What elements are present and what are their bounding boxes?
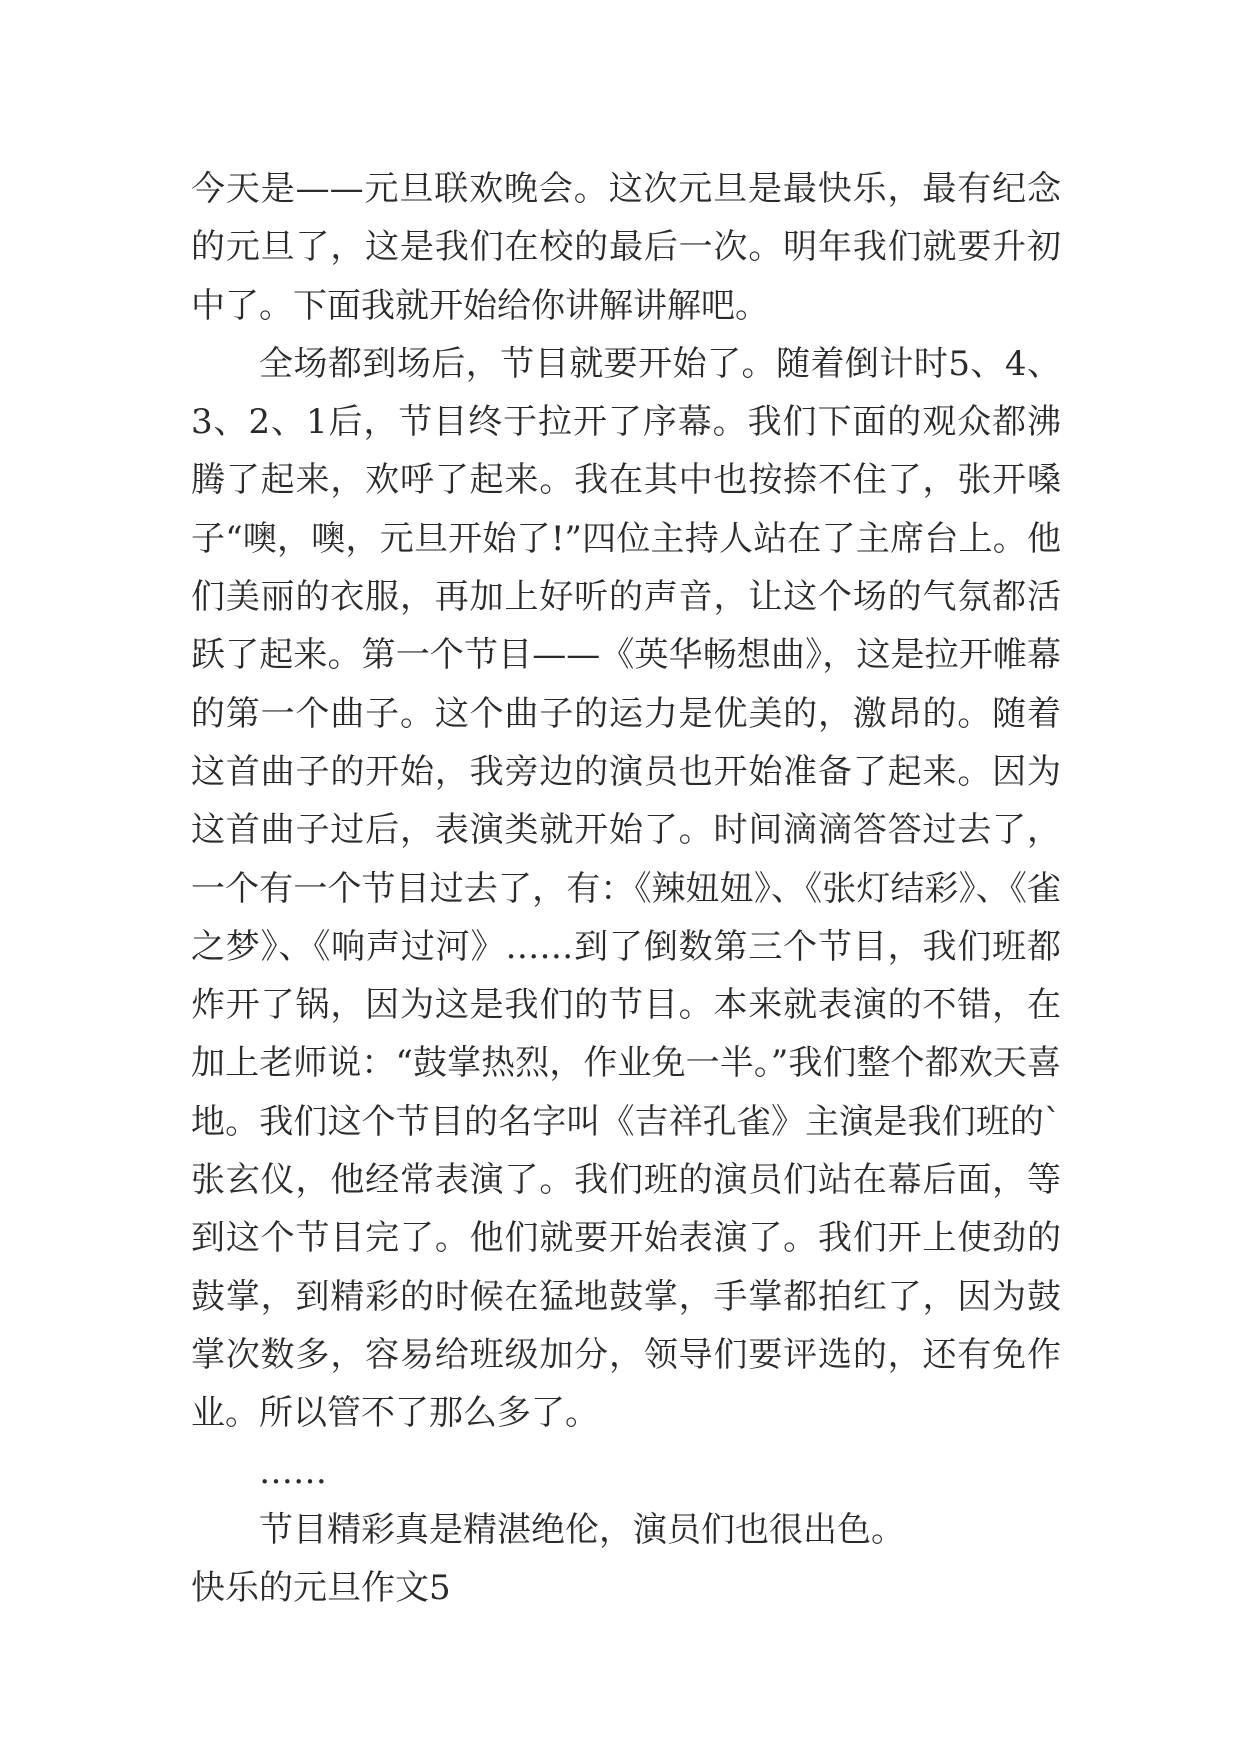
essay-body — [191, 160, 1061, 1617]
paragraph-main: 全场都到场后，节目就要开始了。随着倒计时5、4、3、2、1后，节目终于拉开了序幕。我们下面的观众都沸腾了起来，欢呼了起来。我在其中也按捺不住了，张开嗓子“噢，噢，元旦开始了!”四位主持人站在了主席台上。他们美丽的衣服，再加上好听的声音，让这个场的气氛都活跃了起来。第一个节目——《英华畅想曲》，这是拉开帷幕的第一个曲子。这个曲子的运力是优美的，激昂的。随着这首曲子的开始，我旁边的演员也开始准备了起来。因为这首曲子过后，表演类就开始了。时间滴滴答答过去了，一个有一个节目过去了，有：《辣妞妞》、《张灯结彩》、《雀之梦》、《响声过河》……到了倒数第三个节目，我们班都炸开了锅，因为这是我们的节目。本来就表演的不错，在加上老师说：“鼓掌热烈，作业免一半。”我们整个都欢天喜地。我们这个节目的名字叫《吉祥孔雀》主演是我们班的`张玄仪，他经常表演了。我们班的演员们站在幕后面，等到这个节目完了。他们就要开始表演了。我们开上使劲的鼓掌，到精彩的时候在猛地鼓掌，手掌都拍红了，因为鼓掌次数多，容易给班级加分，领导们要评选的，还有免作业。所以管不了那么多了。 — [191, 343, 1061, 1434]
paragraph-conclusion: 节目精彩真是精湛绝伦，演员们也很出色。 — [259, 1509, 905, 1550]
paragraph-intro: 今天是——元旦联欢晚会。这次元旦是最快乐，最有纪念的元旦了，这是我们在校的最后一次。明年我们就要升初中了。下面我就开始给你讲解讲解吧。 — [191, 169, 1061, 326]
paragraph-ellipsis: …… — [259, 1451, 327, 1492]
next-essay-heading: 快乐的元旦作文5 — [191, 1568, 451, 1609]
